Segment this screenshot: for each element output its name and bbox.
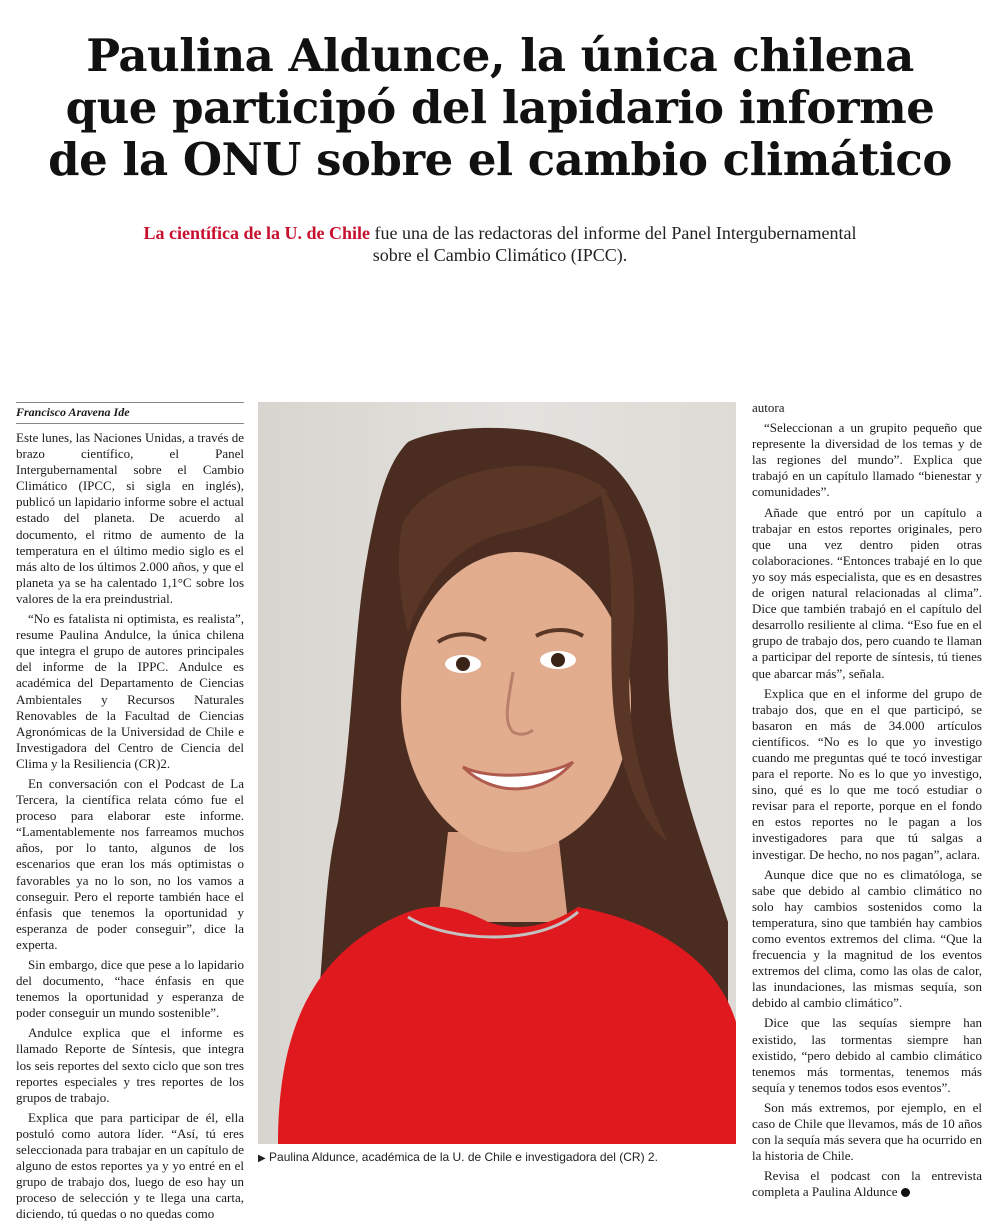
article-column-3 (752, 400, 982, 1205)
paragraph: Son más extremos, por ejemplo, en el caso de Chile que llevamos, más de 10 años con la sequía más severa que ha ocurrido en la historia de Chile. (752, 1099, 982, 1164)
paragraph (752, 1168, 982, 1200)
paragraph: “No es fatalista ni optimista, es realista”, resume Paulina Andulce, la única chilena que integra el grupo de autores principales del informe de la IPPC. Andulce es académica del Departamento de Ciencias Ambientales y Recursos Naturales Renovables de la Facultad de Ciencias Agronómicas de la Universidad de Chile e Investigadora del Centro de Ciencia del Clima y la Resiliencia (CR)2. (16, 611, 244, 771)
paragraph: Sin embargo, dice que pese a lo lapidario del documento, “hace énfasis en que tenemos la oportunidad y esperanza de poder conseguir un mundo sostenible”. (16, 957, 244, 1021)
right-pupil (551, 653, 565, 667)
paragraph: “Seleccionan a un grupito pequeño que represente la diversidad de los temas y de las regiones del mundo”. Explica que trabajó en un capítulo llamado “bienestar y comunidades”. (752, 420, 982, 500)
portrait-illustration (258, 402, 736, 1144)
filled-circle-icon (901, 1188, 910, 1197)
face (401, 552, 631, 852)
headline (40, 30, 960, 186)
paragraph: Este lunes, las Naciones Unidas, a través de brazo científico, el Panel Intergubernamental sobre el Cambio Climático (IPCC, si sigla en inglés), publicó un lapidario informe sobre el actual estado del planeta. De acuerdo al documento, el ritmo de aumento de la temperatura en el último medio siglo es el más alto de los últimos 2.000 años, y que el planeta ya se ha calentado 1,1°C sobre los valores de la era preindustrial. (16, 430, 244, 606)
photo-caption (258, 1150, 736, 1164)
paragraph: Andulce explica que el informe es llamado Reporte de Síntesis, que integra los seis reportes del sexto ciclo que son tres reportes especiales y tres reportes de los grupos de trabajo. (16, 1025, 244, 1105)
deck-text: fue una de las redactoras del informe del Panel Intergubernamental sobre el Cambio Climático (IPCC). (372, 223, 857, 265)
portrait-photo (258, 402, 736, 1144)
triangle-right-icon: ▶ (258, 1153, 266, 1164)
article-column-1 (16, 430, 244, 1227)
headline-line: que participó del lapidario informe (65, 81, 935, 134)
paragraph: Explica que en el informe del grupo de trabajo dos, que en el que participó, se basaron en más de 34.000 artículos científicos. “No es lo que yo investigo cuando me preguntas qué te tocó investigar para el reporte. No es lo que yo investigo, sino, qué es lo que me tocó estudiar o revisar para el reporte, porque en el fondo en estos reportes no le pagan a los investigadores para que tú salgas a investigar. De hecho, no nos pagan”, aclara. (752, 685, 982, 862)
headline-line: Paulina Aldunce, la única chilena (86, 29, 914, 82)
paragraph: Dice que las sequías siempre han existido, las tormentas siempre han existido, “pero debido al cambio climático tenemos más tormentas, tenemos más sequía y tenemos todos esos eventos”. (752, 1015, 982, 1095)
paragraph: Explica que para participar de él, ella postuló como autora líder. “Así, tú eres seleccionada para trabajar en un capítulo de alguno de estos reportes ya y yo entré en el grupo de trabajo dos, luego de eso hay un proceso de selección y te llega una carta, diciendo, tú quedas o no quedas como (16, 1109, 244, 1222)
caption-text: Paulina Aldunce, académica de la U. de Chile e investigadora del (CR) 2. (269, 1150, 658, 1164)
closing-text: Revisa el podcast con la entrevista completa a Paulina Aldunce (752, 1168, 982, 1200)
paragraph: autora (752, 400, 785, 415)
left-pupil (456, 657, 470, 671)
byline: Francisco Aravena Ide (16, 402, 244, 424)
paragraph: En conversación con el Podcast de La Tercera, la científica relata cómo fue el proceso para elaborar este informe. “Lamentablemente nos farreamos muchos años, por lo tanto, algunos de los escenarios que eran los más optimistas o favorables ya no lo son, no los vamos a conseguir. Pero el reporte también hace el énfasis que tenemos la oportunidad y esperanza de poder conseguir”, dice la experta. (16, 775, 244, 952)
paragraph: Añade que entró por un capítulo a trabajar en estos reportes originales, pero que una vez dentro piden otras colaboraciones. “Entonces trabajé en lo que yo soy más especialista, que es en desastres de origen natural relacionadas al clima”. Dice que también trabajó en el capítulo del desarrollo resiliente al clima. “Eso fue en el grupo de trabajo dos, pero cuando te llaman a participar del reporte de síntesis, tú tienes que abarcar más”, señala. (752, 504, 982, 681)
deck (140, 222, 860, 266)
paragraph: Aunque dice que no es climatóloga, se sabe que debido al cambio climático no solo hay cambios sostenidos como la temperatura, sino que también hay cambios como eventos extremos del clima. “Que la frecuencia y la magnitud de los eventos extremos del clima, como las olas de calor, las inundaciones, las mismas sequía, son debido al cambio climático”. (752, 866, 982, 1011)
deck-highlight: La científica de la U. de Chile (143, 223, 370, 243)
headline-line: de la ONU sobre el cambio climático (48, 133, 952, 186)
